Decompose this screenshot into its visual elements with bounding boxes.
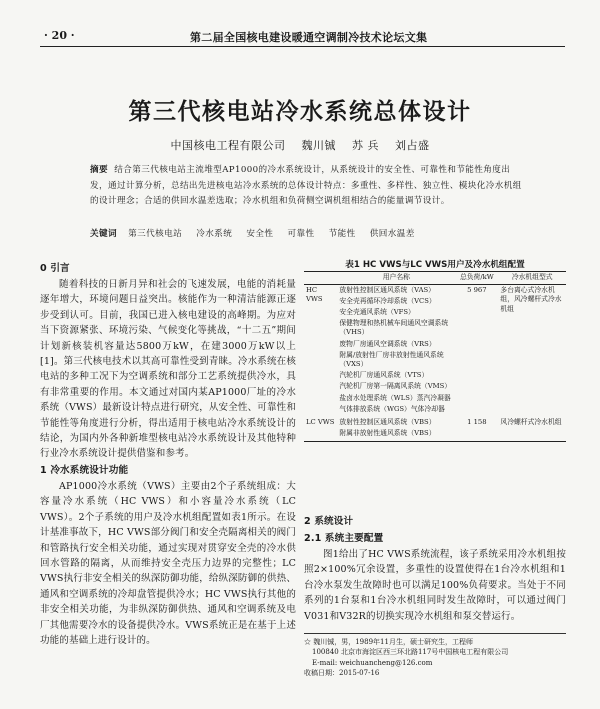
footnote-line: 100840 北京市海淀区西三环北路117号中国核电工程有限公司 [312, 648, 509, 657]
user-item: 安全壳通风系统（VFS） [339, 307, 415, 316]
user-item: 附属非放射性通风系统（VBS） [339, 428, 436, 437]
keyword: 节能性 [328, 229, 356, 239]
paper-title: 第三代核电站冷水系统总体设计 [128, 99, 472, 125]
keywords [90, 227, 522, 239]
section-heading: 2 系统设计 [304, 516, 354, 527]
table-row [304, 417, 566, 442]
section-heading: 0 引言 [40, 263, 70, 274]
user-item: 废物厂房通风空调系统（VRS） [339, 339, 436, 348]
table-header-cell: 总负荷/kW [455, 272, 498, 285]
footnote-line: ☆ 魏川铖，男，1989年11月生，硕士研究生，工程师 [304, 638, 473, 646]
users-cell [337, 417, 455, 442]
table-header-cell: 冷水机组型式 [498, 272, 566, 285]
author-line [0, 137, 600, 153]
user-item: 汽轮机厂房通风系统（VTS） [339, 371, 429, 380]
subsection-heading: 2.1 系统主要配置 [304, 533, 384, 544]
keyword: 供回水温差 [369, 229, 415, 239]
user-item: 保健物理和热机械车间通风空调系统（VHS） [339, 318, 449, 337]
user-item: 安全壳再循环冷却系统（VCS） [339, 296, 436, 305]
table-caption: 表1 HC VWS与LC VWS用户及冷水机组配置 [345, 260, 525, 270]
user-item: 气体排放系统（WGS）气体冷却器 [339, 404, 445, 413]
users-cell [337, 284, 455, 417]
keyword: 第三代核电站 [128, 229, 183, 239]
footnote-line: E-mail: weichuancheng@126.com [312, 658, 433, 667]
abstract-text: 结合第三代核电站主流堆型AP1000的冷水系统设计，从系统设计的安全性、可靠性和节能性角度出发，通过计算分析，总结出先进核电站冷水系统的总体设计特点：多重性、多样性、独立性、模块化冷水机组的设计理念；合适的供回水温差选取；冷水机组和负荷侧空调机组相结合的能量调节设计。 [90, 165, 522, 207]
keyword: 安全性 [246, 229, 274, 239]
author-name: 刘占盛 [395, 139, 430, 152]
author-name: 苏 兵 [352, 139, 379, 152]
paragraph: 随着科技的日新月异和社会的飞速发展，电能的消耗量逐年增大，环境问题日益突出。核能作为一种清洁能源正逐步受到认可。目前，我国已进入核电建设的高峰期。为应对当下资源紧张、环境污染、气候变化等挑战，“十二五”期间计划新核装机容量达5800万kW，在建3000万kW以上[1]。第三代核电技术以其高可靠性受到青睐。冷水系统在核电站的多种工况下为空调系统和部分工艺系统提供冷水，具有非常重要的作用。本文通过对国内某AP1000厂址的冷水系统（VWS）最新设计特点进行研究，从安全性、可靠性和节能性等角度进行分析，得出适用于核电站冷水系统设计的结论，为国内外各种新堆型核电站冷水系统设计及其他特种行业冷水系统设计提供借鉴和参考。 [40, 279, 296, 460]
config-table [304, 271, 566, 442]
left-column [40, 260, 296, 648]
system-cell: LC VWS [304, 417, 337, 442]
running-header [40, 28, 565, 47]
user-item: 附属/放射性厂房非放射性通风系统（VXS） [339, 350, 444, 369]
right-column [304, 513, 566, 624]
author-footnote [304, 633, 566, 679]
user-item: 盐卤水处理系统（WLS）蒸汽冷凝器 [339, 393, 451, 402]
load-cell: 1 158 [455, 417, 498, 442]
keywords-label: 关键词 [90, 229, 117, 239]
paragraph: AP1000冷水系统（VWS）主要由2个子系统组成：大容量冷水系统（HC VWS）和小容量冷水系统（LC VWS）。2个子系统的用户及冷水机组配置如表1所示。在设计基准事故下，HC VWS部分阀门和安全壳隔离相关的阀门和管路执行安全相关功能，通过实现对贯穿安全壳的冷水供回水管路的隔离，从而维持安全壳压力边界的完整性；LC VWS执行非安全相关的纵深防御功能，给纵深防御的供热、通风和空调系统的冷却盘管提供冷水；HC VWS执行其他的非安全相关功能，为非纵深防御供热、通风和空调系统及电厂其他需要冷水的设备提供冷水。VWS系统正是在基于上述功能的基础上进行设计的。 [40, 480, 296, 646]
table-row [304, 284, 566, 417]
load-cell: 5 967 [467, 285, 487, 294]
user-item: 放射性控制区通风系统（VAS） [339, 285, 435, 294]
table-header-cell: 用户名称 [337, 272, 455, 285]
footnote-line: 收稿日期：2015-07-16 [304, 669, 380, 678]
chiller-type-cell: 多台离心式冷水机组，风冷螺杆式冷水机组 [500, 285, 562, 313]
keyword: 冷水系统 [196, 229, 233, 239]
keyword: 可靠性 [287, 229, 315, 239]
journal-title: 第二届全国核电建设暖通空调制冷技术论坛文集 [190, 31, 428, 44]
user-item: 放射性控制区通风系统（VBS） [339, 417, 436, 426]
section-heading: 1 冷水系统设计功能 [40, 464, 129, 476]
chiller-type-cell: 风冷螺杆式冷水机组 [498, 417, 566, 442]
system-cell: HC VWS [306, 285, 323, 304]
table-header-row [304, 272, 566, 285]
author-name: 魏川铖 [301, 139, 336, 152]
affiliation: 中国核电工程有限公司 [170, 139, 286, 152]
user-item: 汽轮机厂房第一隔离风系统（VMS） [339, 382, 452, 391]
table-header-cell [304, 272, 337, 285]
abstract-label: 摘要 [90, 165, 108, 175]
page-number: · 20 · [44, 29, 75, 42]
paragraph: 图1给出了HC VWS系统流程，该子系统采用冷水机组按照2×100%冗余设置，多重性的设置使得在1台冷水机组和1台冷水泵发生故障时也可以满足100%负荷要求。当处于不同系列的1台泵和1台冷水机组同时发生故障时，可以通过阀门V031和V32R的切换实现冷水机组和泵交替运行。 [304, 549, 566, 622]
abstract [90, 163, 522, 210]
